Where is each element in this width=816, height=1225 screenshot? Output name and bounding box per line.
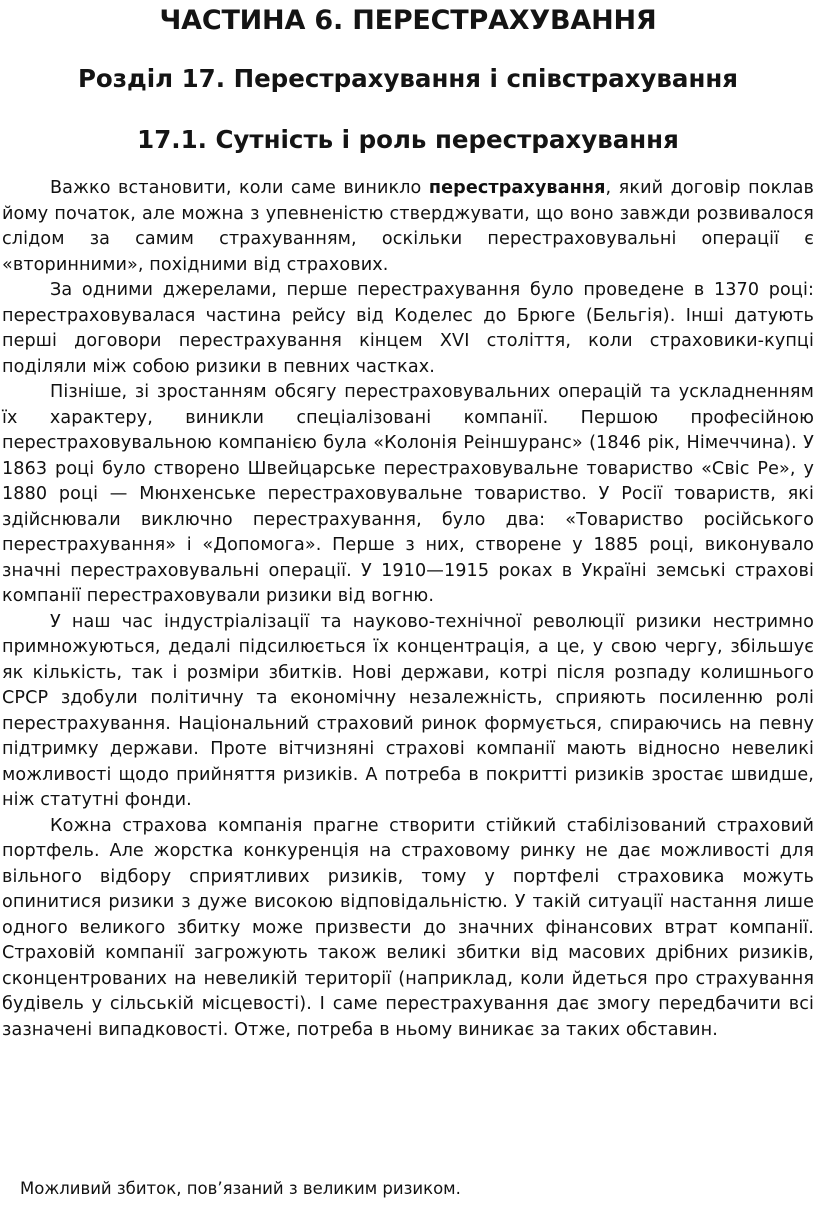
paragraph-2: За одними джерелами, перше перестрахування було проведене в 1370 році: перестраховувалася частина рейсу від Коделес до Брюге (Бельгія). Інші датують перші договори перестрахування кінцем XVI століття, коли страховики-купці поділяли між собою ризики в певних частках. [2,280,814,377]
paragraph-5: Кожна страхова компанія прагне створити стійкий стабілізований страховий портфель. Але жорстка конкуренція на страховому ринку не дає можливості для вільного відбору сприятливих ризиків, тому у портфелі страховика можуть опинитися ризики з дуже високою відповідальністю. У такій ситуації настання лише одного великого збитку може призвести до значних фінансових втрат компанії. Страховій компанії загрожують також великі збитки від масових дрібних ризиків, сконцентрованих на невеликій території (наприклад, коли йдеться про страхування будівель у сільській місцевості). І саме перестрахування дає змогу передбачити всі зазначені випадковості. Отже, потреба в ньому виникає за таких обставин. [2,815,814,1040]
paragraph-1 [2,176,814,278]
part-title: ЧАСТИНА 6. ПЕРЕСТРАХУВАННЯ [159,5,657,36]
section-title: 17.1. Сутність і роль перестрахування [137,125,679,154]
paragraph-1-lead: Важко встановити, коли саме виникло [50,178,429,198]
chapter-title: Розділ 17. Перестрахування і співстрахування [77,64,739,93]
body-text [2,176,814,1043]
paragraph-4: У наш час індустріалізації та науково-технічної революції ризики нестримно примножуються, дедалі підсилюється їх концентрація, а це, у свою чергу, збільшує як кількість, так і розміри збитків. Нові держави, котрі після розпаду колишнього СРСР здобули політичну та економічну незалежність, сприяють посиленню ролі перестрахування. Національний страховий ринок формується, спираючись на певну підтримку держави. Проте вітчизняні страхові компанії мають відносно невеликі можливості щодо прийняття ризиків. А потреба в покритті ризиків зростає швидше, ніж статутні фонди. [2,611,814,810]
footer-note: Можливий збиток, пов’язаний з великим ризиком. [20,1179,461,1198]
key-term: перестрахування [428,178,606,198]
paragraph-1-rest: , який договір поклав йому початок, але можна з упевненістю стверджувати, що воно завжди розвивалося слідом за самим страхуванням, оскільки перестраховувальні операції є «вторинними», похідними від страхових. [2,178,814,275]
paragraph-3: Пізніше, зі зростанням обсягу перестраховувальних операцій та ускладненням їх характеру, виникли спеціалізовані компанії. Першою професійною перестраховувальною компанією була «Колонія Реіншуранс» (1846 рік, Німеччина). У 1863 році було створено Швейцарське перестраховувальне товариство «Свіс Ре», у 1880 році — Мюнхенське перестраховувальне товариство. У Росії товариств, які здійснювали виключно перестрахування, було два: «Товариство російського перестрахування» і «Допомога». Перше з них, створене у 1885 році, виконувало значні перестраховувальні операції. У 1910—1915 роках в Україні земські страхові компанії перестраховували ризики від вогню. [2,382,814,606]
